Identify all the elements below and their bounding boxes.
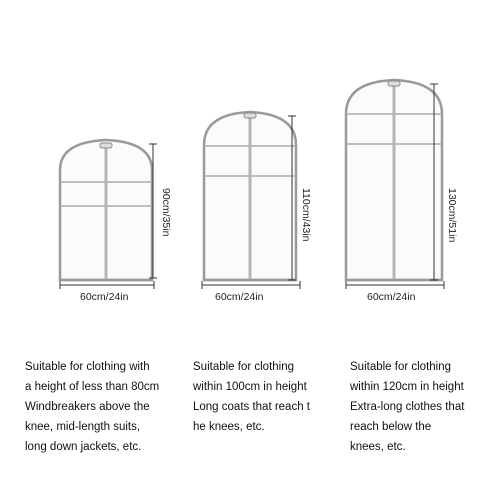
bag-3-width-label: 60cm/24in [367, 291, 416, 303]
garment-bag-large-illustration [336, 72, 476, 298]
bag-3-description [350, 357, 464, 457]
bag-1-height-label: 90cm/35in [160, 188, 172, 237]
description-line: long down jackets, etc. [25, 441, 142, 453]
bag-3-height-label: 130cm/51in [446, 188, 458, 243]
description-line: Long coats that reach t [193, 401, 310, 413]
height-dimension-line [149, 142, 157, 282]
width-dimension-line [58, 280, 158, 290]
description-line: knee, mid-length suits, [25, 421, 141, 433]
description-line: Suitable for clothing [350, 361, 452, 373]
description-line: he knees, etc. [193, 421, 265, 433]
description-line: Windbreakers above the [25, 401, 150, 413]
bag-2-width-label: 60cm/24in [215, 291, 264, 303]
bag-1-width-label: 60cm/24in [80, 291, 129, 303]
description-line: Extra-long clothes that [350, 401, 465, 413]
description-line: Suitable for clothing with [25, 361, 150, 373]
height-dimension-line [288, 114, 296, 282]
height-dimension-line [430, 82, 438, 282]
garment-bag-small-illustration [40, 120, 180, 300]
bag-2-description [193, 357, 310, 437]
description-line: within 120cm in height [350, 381, 464, 393]
description-line: within 100cm in height [193, 381, 307, 393]
bag-1-description [25, 357, 159, 457]
description-line: knees, etc. [350, 441, 406, 453]
description-line: a height of less than 80cm [25, 381, 160, 393]
description-line: reach below the [350, 421, 432, 433]
bag-2-height-label: 110cm/43in [300, 188, 312, 242]
description-line: Suitable for clothing [193, 361, 295, 373]
